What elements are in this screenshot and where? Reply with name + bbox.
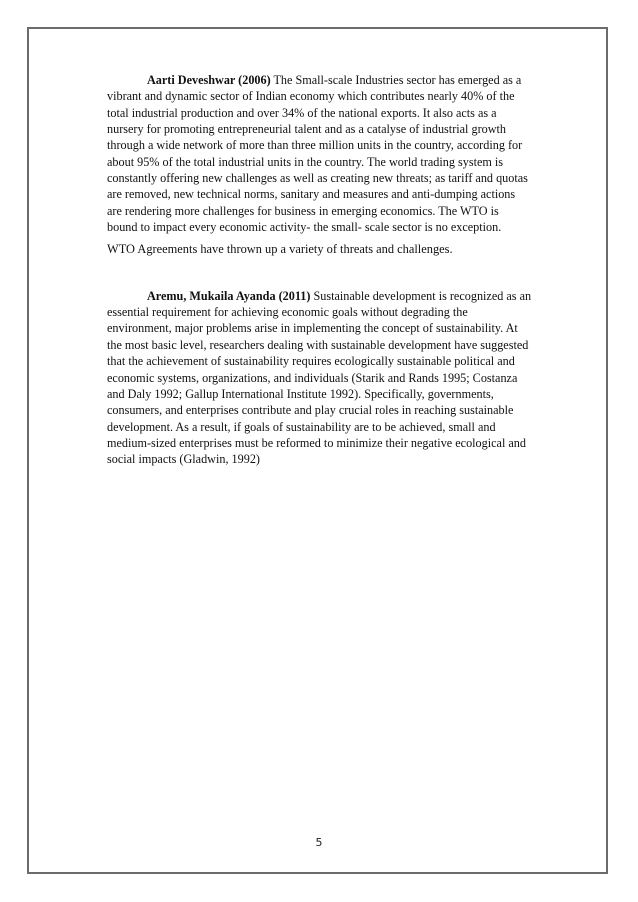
page-number: 5 [315, 836, 323, 849]
literature-paragraph-aremu [107, 288, 532, 468]
paragraph-text: Sustainable development is recognized as an essential requirement for achieving economic goals without degrading the environment, major problems arise in implementing the concept of sustainability. At the most basic level, researchers dealing with sustainable development have suggested that the achievement of sustainability requires ecologically sustainable political and economic systems, organizations, and individuals (Starik and Rands 1995; Costanza and Daly 1992; Gallup International Institute 1992). Specifically, governments, consumers, and enterprises contribute and play crucial roles in reaching sustainable development. As a result, if goals of sustainability are to be achieved, small and medium-sized enterprises must be reformed to minimize their negative ecological and social impacts (Gladwin, 1992) [107, 288, 532, 467]
note-line: WTO Agreements have thrown up a variety of threats and challenges. [107, 242, 453, 257]
page-content [107, 72, 532, 468]
literature-paragraph-deveshwar [107, 72, 532, 235]
paragraph-text: The Small-scale Industries sector has emerged as a vibrant and dynamic sector of Indian economy which contributes nearly 40% of the total industrial production and over 34% of the national exports. It also acts as a nursery for promoting entrepreneurial talent and as a catalyse of industrial growth through a wide network of more than three million units in the country, according for about 95% of the total industrial units in the country. The world trading system is constantly offering new challenges as well as creating new threats; as tariff and quotas are removed, new technical norms, sanitary and measures and anti-dumping actions are rendering more challenges for business in emerging economics. The WTO is bound to impact every economic activity- the small- scale sector is no exception. [107, 73, 528, 235]
author-citation: Aremu, Mukaila Ayanda (2011) [147, 288, 311, 303]
author-citation: Aarti Deveshwar (2006) [147, 73, 271, 87]
paragraph-gap [107, 258, 532, 288]
